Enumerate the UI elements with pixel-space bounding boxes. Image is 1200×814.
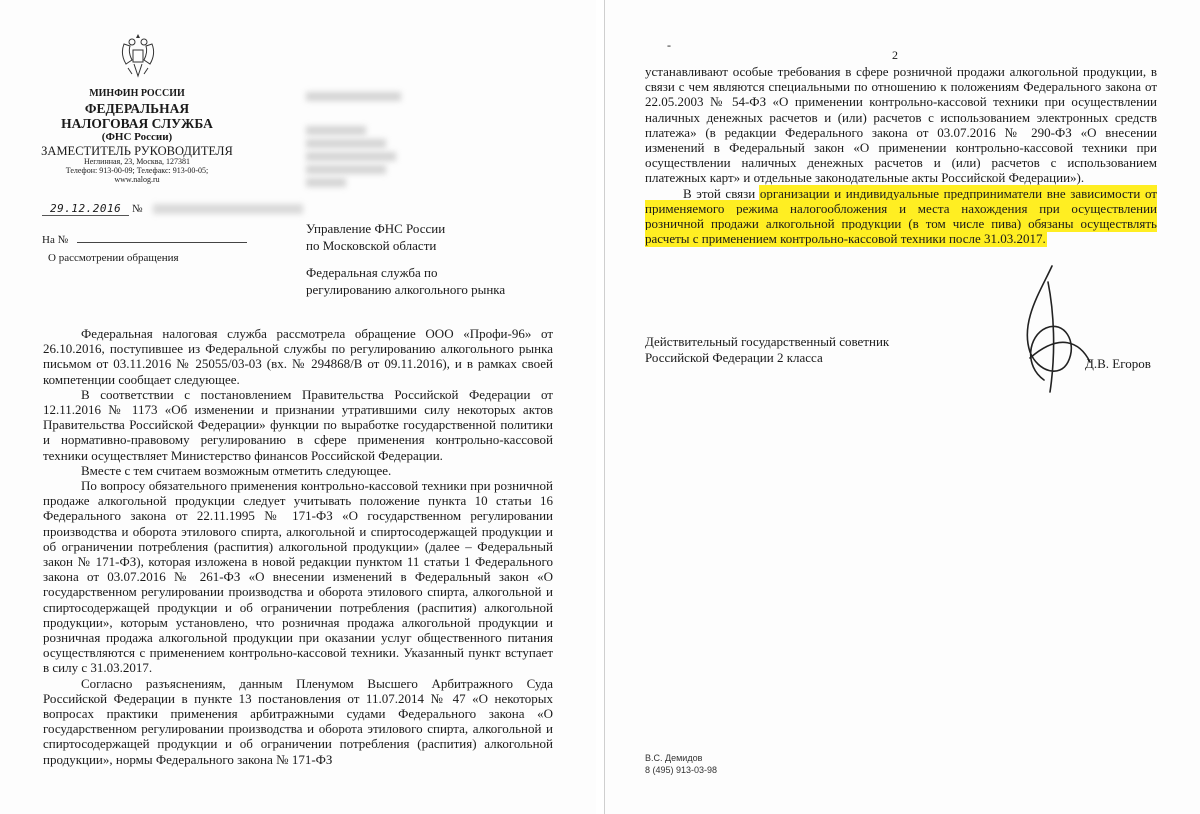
body-paragraph: Вместе с тем считаем возможным отметить следующее. [81,462,392,478]
sender-website: www.nalog.ru [114,175,160,184]
sender-phones: Телефон: 913-00-09; Телефакс: 913-00-05; [65,166,209,175]
reference-blank [77,232,247,243]
letter-date: 29.12.2016 [42,202,129,216]
body-paragraph: Федеральная налоговая служба рассмотрела обращение ООО «Профи-96» от 26.10.2016, поступившее из Федеральной службы по регулированию алкогольного рынка письмом от 03.11.2016 № 25055/03-03 (вх. № 294868/В от 09.11.2016), и в рамках своей компетенции сообщает следующее. [43,326,553,387]
reference-line [42,232,247,246]
body-paragraph: Согласно разъяснениям, данным Пленумом Высшего Арбитражного Суда Российской Федерации в пункте 13 постановления от 11.07.2014 № 47 «О некоторых вопросах практики применения арбитражными судами Федерального закона «О государственном регулировании производства и оборота этилового спирта, алкогольной и спиртосодержащей продукции и об ограничении потребления (распития) алкогольной продукции», нормы Федерального закона № 171-ФЗ [43,675,553,767]
redacted-addressee-line [306,165,386,174]
sender-address: Неглинная, 23, Москва, 127381 [83,157,191,166]
signer-rank-line: Российской Федерации 2 класса [645,350,823,365]
official-position: ЗАМЕСТИТЕЛЬ РУКОВОДИТЕЛЯ [41,144,233,158]
redacted-addressee-line [306,126,366,135]
redacted-addressee-line [306,92,401,101]
ministry-name: МИНФИН РОССИИ [89,88,185,99]
letter-page-1 [0,0,596,814]
letter-body-page-1 [43,326,553,767]
letter-date-line [42,202,303,215]
number-sign: № [131,203,143,215]
service-name-line-1: ФЕДЕРАЛЬНАЯ [84,101,190,116]
executor-phone: 8 (495) 913-03-98 [645,765,718,775]
recipient-line: по Московской области [306,238,437,253]
executor-info [645,752,717,776]
highlighted-text: организации и индивидуальные предприниматели вне зависимости от применяемого режима налогообложения и места нахождения при осуществлении розничной продажи алкогольной продукции (в том числе пива) обязаны осуществлять расчеты с применением контрольно-кассовой техники после 31.03.2017. [645,185,1157,247]
redacted-addressee-line [306,152,396,161]
coat-of-arms-emblem-icon [118,30,158,82]
service-name-line-2: НАЛОГОВАЯ СЛУЖБА [61,116,213,131]
recipient-fns-moscow-region [306,220,445,254]
recipient-alcohol-regulator [306,264,505,298]
body-paragraph: устанавливают особые требования в сфере розничной продажи алкогольной продукции, в связи с чем являются специальными по отношению к положениям Федерального закона от 22.05.2003 № 54-ФЗ «О применении контрольно-кассовой техники при осуществлении наличных денежных расчетов и (или) расчетов с использованием электронных средств платежа» (в редакции Федерального закона от 03.07.2016 № 290-ФЗ «О внесении изменений в Федеральный закон «О применении контрольно-кассовой техники при осуществлении наличных денежных расчетов и (или) расчетов с использованием платежных карт» и отдельные законодательные акты Российской Федерации»). [645,64,1157,186]
page-divider [596,0,605,814]
recipient-line: регулированию алкогольного рынка [306,282,506,297]
page-mark: - [667,38,671,52]
service-short-name: (ФНС России) [101,131,173,143]
paragraph-lead: В этой связи [683,185,760,201]
reference-label: На № [42,234,69,246]
recipient-line: Федеральная служба по [306,265,438,280]
recipient-line: Управление ФНС России [306,221,446,236]
letter-subject: О рассмотрении обращения [48,252,179,264]
service-name [30,101,244,131]
handwritten-signature [990,262,1110,402]
redacted-addressee-line [306,139,386,148]
signer-rank-line: Действительный государственный советник [645,334,890,349]
letter-page-2 [605,0,1200,814]
body-paragraph: По вопросу обязательного применения контрольно-кассовой техники при розничной продаже алкогольной продукции следует учитывать положение пункта 10 статьи 16 Федерального закона от 22.11.1995 № 171-ФЗ «О государственном регулировании производства и оборота этилового спирта, алкогольной и спиртосодержащей продукции и об ограничении потребления (распития) алкогольной продукции» (далее – Федеральный закон № 171-ФЗ), которая изложена в новой редакции пунктом 11 статьи 1 Федерального закона от 03.07.2016 № 261-ФЗ «О внесении изменений в Федеральный закон «О государственном регулировании производства и оборота этилового спирта, алкогольной и спиртосодержащей продукции и об ограничении потребления (распития) алкогольной продукции», которым установлено, что розничная продажа алкогольной продукции и розничная продажа алкогольной продукции при оказании услуг общественного питания осуществляются с применением контрольно-кассовой техники. Указанный пункт вступает в силу с 31.03.2017. [43,478,553,676]
page-number: 2 [892,48,898,62]
redacted-addressee-line [306,178,346,187]
letter-body-page-2 [645,64,1157,246]
signer-rank [645,334,889,366]
redacted-reference-number [153,204,303,214]
body-paragraph: В соответствии с постановлением Правительства Российской Федерации от 12.11.2016 № 1173 «Об изменении и признании утратившими силу некоторых актов Правительства Российской Федерации» функции по выработке государственной политики и нормативно-правовому регулированию в сфере применения контрольно-кассовой техники осуществляет Министерство финансов Российской Федерации. [43,386,553,463]
body-paragraph-highlighted [645,186,1157,247]
signer-name: Д.В. Егоров [1085,356,1151,371]
executor-name: В.С. Демидов [645,753,703,763]
